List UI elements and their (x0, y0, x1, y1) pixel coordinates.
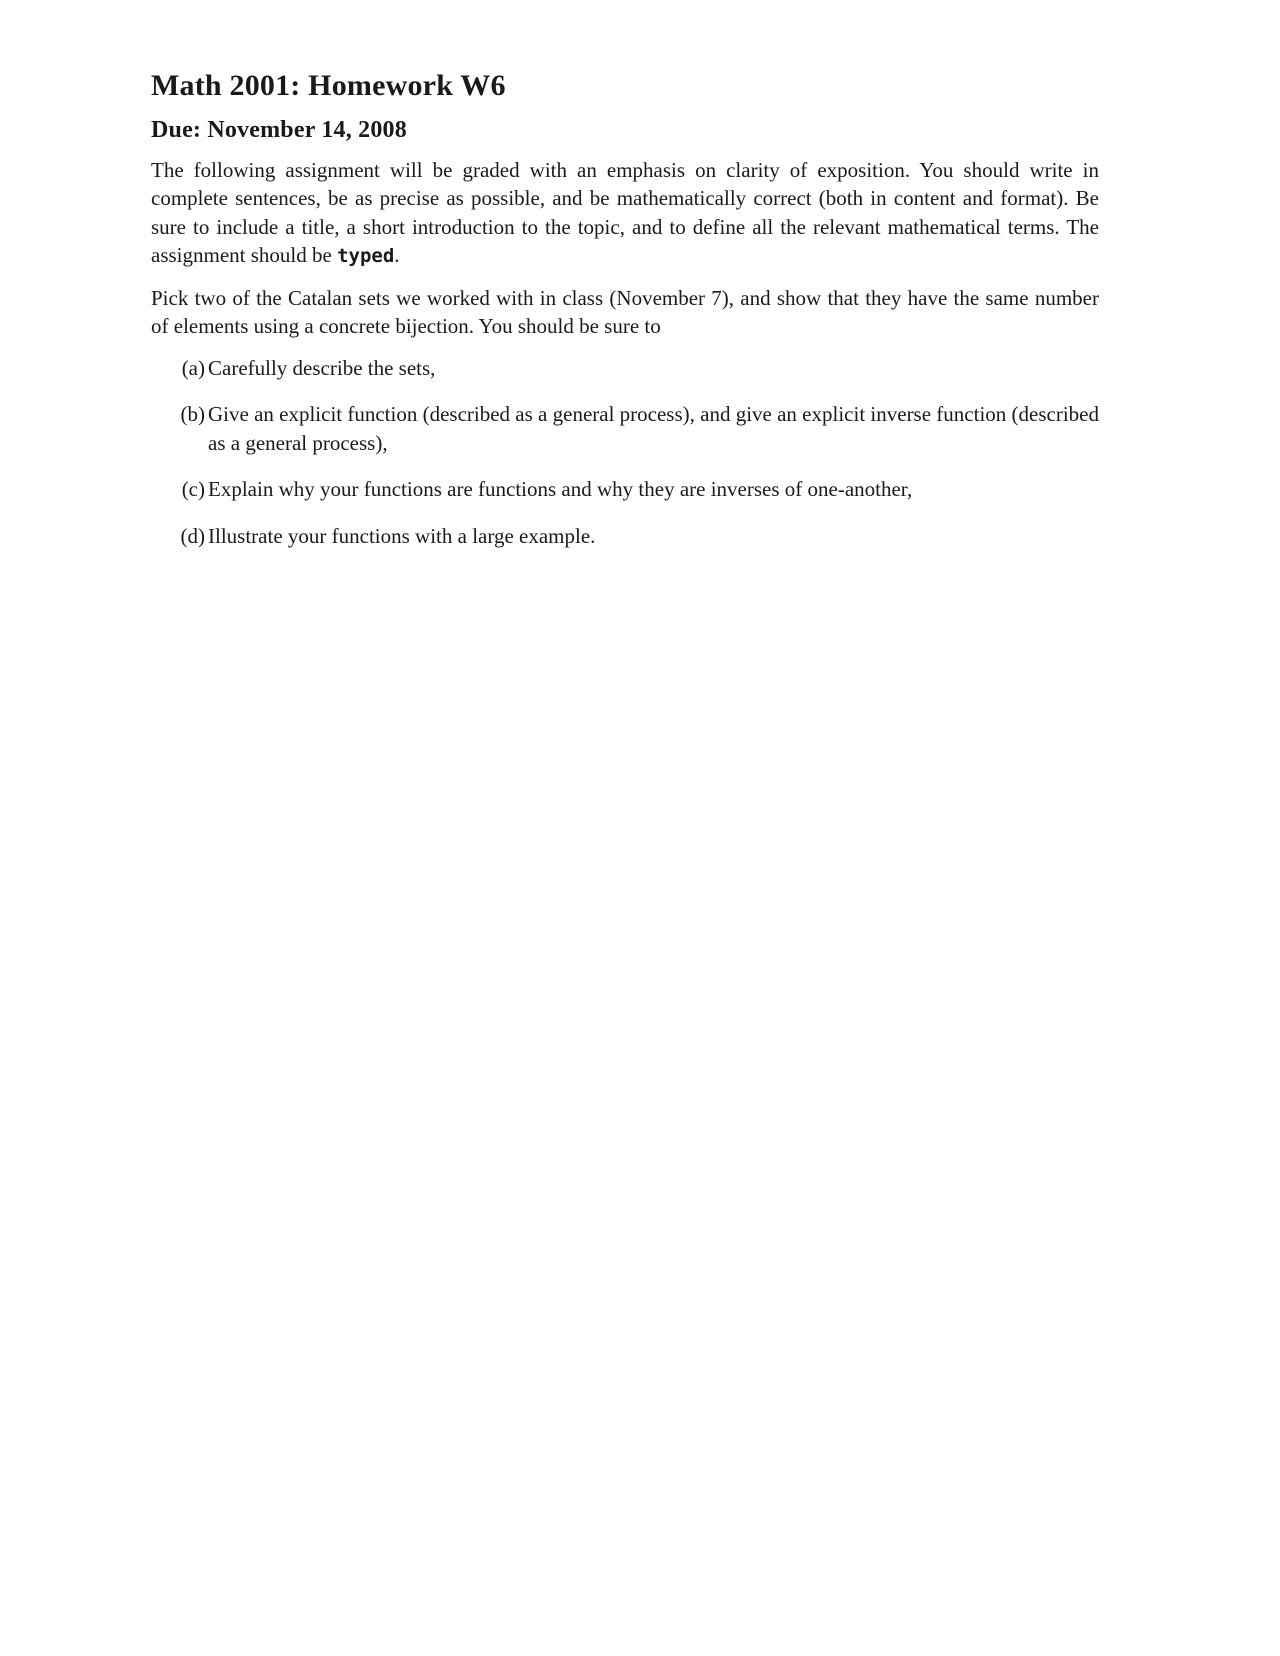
intro-paragraph (151, 156, 1099, 271)
document-page (151, 68, 1099, 568)
requirements-list (151, 354, 1099, 551)
list-item (151, 400, 1099, 457)
typed-emphasis: typed (337, 245, 395, 268)
due-date: Due: November 14, 2008 (151, 117, 407, 143)
list-item (151, 354, 1099, 383)
list-item (151, 522, 1099, 551)
list-marker: (c) (181, 477, 205, 502)
list-item (151, 475, 1099, 504)
intro-text: The following assignment will be graded with an emphasis on clarity of exposition. You should write in complete sentences, be as precise as possible, and be mathematically correct (both in content and format). Be sure to include a title, a short introduction to the topic, and to define all the relevant mathematical terms. The assignment should be (151, 157, 1099, 268)
list-item-text: Explain why your functions are functions and why they are inverses of one-another, (208, 477, 913, 502)
list-item-text: Carefully describe the sets, (208, 355, 436, 380)
intro-period: . (394, 243, 400, 268)
document-title: Math 2001: Homework W6 (151, 69, 506, 102)
task-paragraph: Pick two of the Catalan sets we worked with in class (November 7), and show that they have the same number of elements using a concrete bijection. You should be sure to (151, 285, 1099, 339)
list-marker: (a) (181, 355, 205, 380)
list-item-text: Give an explicit function (described as a general process), and give an explicit inverse function (described as a general process), (208, 402, 1099, 455)
list-item-text: Illustrate your functions with a large example. (208, 523, 596, 548)
list-marker: (d) (180, 523, 205, 548)
list-marker: (b) (180, 402, 205, 427)
